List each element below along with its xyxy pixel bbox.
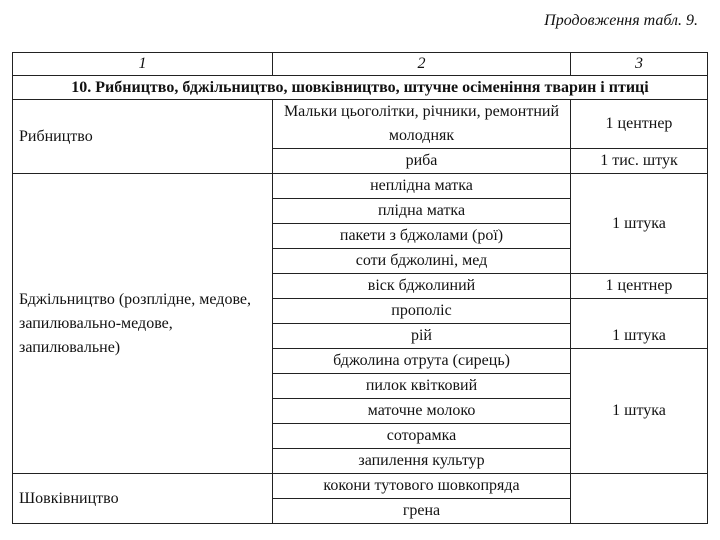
item-cell: Мальки цьоголітки, річники, ремонтний молодняк <box>273 100 571 149</box>
item-cell: пакети з бджолами (рої) <box>273 224 571 249</box>
header-col-1: 1 <box>13 53 273 76</box>
item-cell: віск бджолиний <box>273 274 571 299</box>
item-cell: маточне молоко <box>273 399 571 424</box>
unit-cell: 1 тис. штук <box>571 149 708 174</box>
table-caption: Продовження табл. 9. <box>544 12 698 29</box>
item-cell: рій <box>273 324 571 349</box>
unit-cell: 1 штука <box>571 174 708 274</box>
item-cell: пилок квітковий <box>273 374 571 399</box>
table-row <box>13 474 708 499</box>
unit-cell: 1 штука <box>571 349 708 474</box>
table-row <box>13 174 708 199</box>
header-row <box>13 53 708 76</box>
item-cell: кокони тутового шовкопряда <box>273 474 571 499</box>
item-cell: плідна матка <box>273 199 571 224</box>
section-title: 10. Рибництво, бджільництво, шовківництво, штучне осіменіння тварин і птиці <box>13 76 708 100</box>
unit-cell: 1 штука <box>571 299 708 349</box>
section-row <box>13 76 708 100</box>
unit-cell-empty <box>571 474 708 524</box>
item-cell: запилення культур <box>273 449 571 474</box>
header-col-2: 2 <box>273 53 571 76</box>
unit-cell: 1 центнер <box>571 100 708 149</box>
item-cell: прополіс <box>273 299 571 324</box>
data-table <box>12 52 708 524</box>
category-fishery: Рибництво <box>13 100 273 174</box>
table-row <box>13 100 708 149</box>
header-col-3: 3 <box>571 53 708 76</box>
category-beekeeping: Бджільництво (розплідне, медове, запилювально-медове, запилювальне) <box>13 174 273 474</box>
item-cell: неплідна матка <box>273 174 571 199</box>
item-cell: бджолина отрута (сирець) <box>273 349 571 374</box>
unit-cell: 1 центнер <box>571 274 708 299</box>
item-cell: грена <box>273 499 571 524</box>
category-sericulture: Шовківництво <box>13 474 273 524</box>
item-cell: соторамка <box>273 424 571 449</box>
item-cell: соти бджолині, мед <box>273 249 571 274</box>
item-cell: риба <box>273 149 571 174</box>
